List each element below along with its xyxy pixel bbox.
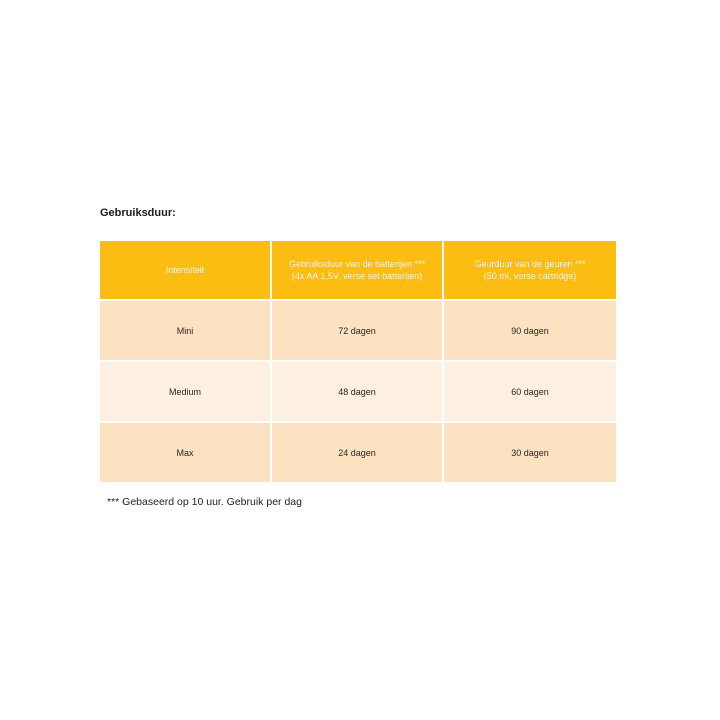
section-heading: Gebruiksduur: bbox=[100, 207, 176, 219]
table-body bbox=[100, 300, 616, 483]
cell-battery-duration: 24 dagen bbox=[271, 422, 443, 483]
header-battery-duration bbox=[271, 241, 443, 300]
cell-scent-duration: 60 dagen bbox=[443, 361, 616, 422]
cell-scent-duration: 30 dagen bbox=[443, 422, 616, 483]
header-scent-subtitle: (50 ml, verse cartridge) bbox=[483, 271, 577, 281]
header-scent-title: Geurduur van de geuren *** bbox=[474, 259, 586, 269]
cell-intensity: Max bbox=[100, 422, 271, 483]
table-row bbox=[100, 422, 616, 483]
cell-intensity: Mini bbox=[100, 300, 271, 361]
table-row bbox=[100, 361, 616, 422]
header-scent-duration bbox=[443, 241, 616, 300]
cell-intensity: Medium bbox=[100, 361, 271, 422]
footnote: *** Gebaseerd op 10 uur. Gebruik per dag bbox=[107, 496, 302, 508]
header-battery-title: Gebruiksduur van de batterijen *** bbox=[288, 259, 426, 269]
table-header bbox=[100, 241, 616, 300]
table-row bbox=[100, 300, 616, 361]
cell-battery-duration: 48 dagen bbox=[271, 361, 443, 422]
usage-duration-table bbox=[100, 241, 616, 484]
cell-battery-duration: 72 dagen bbox=[271, 300, 443, 361]
header-row bbox=[100, 241, 616, 300]
header-intensity-label: Intensiteit bbox=[165, 265, 205, 275]
header-intensity bbox=[100, 241, 271, 300]
cell-scent-duration: 90 dagen bbox=[443, 300, 616, 361]
header-battery-subtitle: (4x AA 1,5V, verse set batterijen) bbox=[291, 271, 423, 281]
